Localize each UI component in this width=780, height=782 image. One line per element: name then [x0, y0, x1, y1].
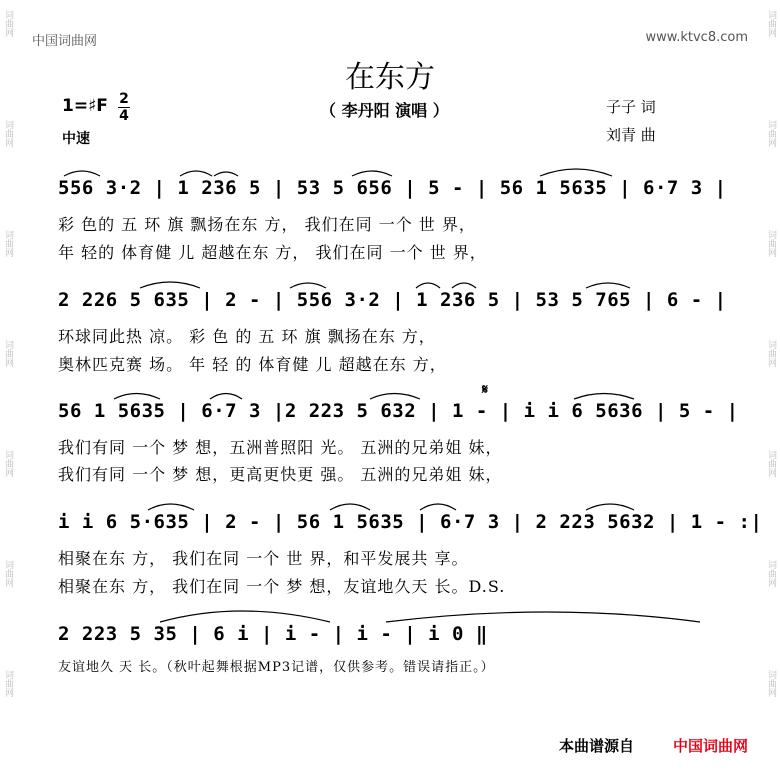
lyric-line: 相聚在东 方， 我们在同 一个 梦 想，友谊地久天 长。D.S. — [58, 577, 506, 596]
watermark-right: 词曲网 — [766, 560, 776, 587]
footer-source-label: 本曲谱源自 — [558, 737, 634, 755]
song-title: 在东方 — [345, 60, 435, 95]
notation-line: 2 226 5 635 | 2 - | 556 3·2 | 1 236 5 | 53 5 765 | 6 - | — [58, 289, 727, 311]
tempo-marking: 中速 — [62, 131, 90, 147]
watermark-right: 词曲网 — [766, 450, 776, 477]
time-sig-bottom: 4 — [119, 108, 129, 124]
notation-line: 56 1 5635 | 6·7 3 |2 223 5 632 | 1 - | i i 6 5636 | 5 - | — [58, 400, 739, 422]
performer-credit: （ 李丹阳 演唱 ） — [320, 101, 449, 120]
footer-source-site[interactable]: 中国词曲网 — [672, 737, 748, 755]
time-sig-top: 2 — [119, 91, 129, 107]
lyric-line: 彩 色的 五 环 旗 飘扬在东 方， 我们在同 一个 世 界， — [58, 215, 476, 234]
lyric-line: 环球同此热 凉。 彩 色 的 五 环 旗 飘扬在东 方， — [58, 327, 436, 346]
watermark-right: 词曲网 — [766, 670, 776, 697]
watermark-left: 词曲网 — [3, 10, 13, 37]
lyric-line: 奥林匹克赛 场。 年 轻 的 体育健 儿 超越在东 方， — [58, 355, 447, 374]
lyric-line: 年 轻的 体育健 儿 超越在东 方， 我们在同 一个 世 界， — [58, 243, 487, 262]
site-name-left[interactable]: 中国词曲网 — [32, 34, 98, 49]
lyric-line: 相聚在东 方， 我们在同 一个 世 界，和平发展共 享。 — [58, 549, 469, 568]
watermark-left: 词曲网 — [3, 560, 13, 587]
site-url-right[interactable]: www.ktvc8.com — [645, 30, 748, 45]
notation-line: 2 223 5 35 | 6 i | i - | i - | i 0 ‖ — [58, 623, 488, 645]
notation-line: i i 6 5·635 | 2 - | 56 1 5635 | 6·7 3 | 2 223 5632 | 1 - :| — [58, 511, 763, 533]
watermark-left: 词曲网 — [3, 120, 13, 147]
watermark-left: 词曲网 — [3, 230, 13, 257]
watermark-left: 词曲网 — [3, 670, 13, 697]
watermark-right: 词曲网 — [766, 230, 776, 257]
composer-credit: 刘青 曲 — [606, 126, 656, 144]
lyric-line: 我们有同 一个 梦 想，五洲普照阳 光。 五洲的兄弟姐 妹， — [58, 438, 503, 457]
watermark-right: 词曲网 — [766, 340, 776, 367]
key-signature: 1=♯F — [62, 96, 108, 116]
lyric-line: 我们有同 一个 梦 想，更高更快更 强。 五洲的兄弟姐 妹， — [58, 465, 503, 484]
notation-line: 556 3·2 | 1 236 5 | 53 5 656 | 5 - | 56 1 5635 | 6·7 3 | — [58, 177, 727, 199]
watermark-left: 词曲网 — [3, 450, 13, 477]
segno-sign: 𝄋 — [482, 382, 489, 398]
lyric-line: 友谊地久 天 长。（秋叶起舞根据MP3记谱，仅供参考。错误请指正。） — [58, 660, 495, 675]
lyricist-credit: 子子 词 — [606, 98, 656, 116]
watermark-right: 词曲网 — [766, 120, 776, 147]
watermark-right: 词曲网 — [766, 10, 776, 37]
watermark-left: 词曲网 — [3, 340, 13, 367]
